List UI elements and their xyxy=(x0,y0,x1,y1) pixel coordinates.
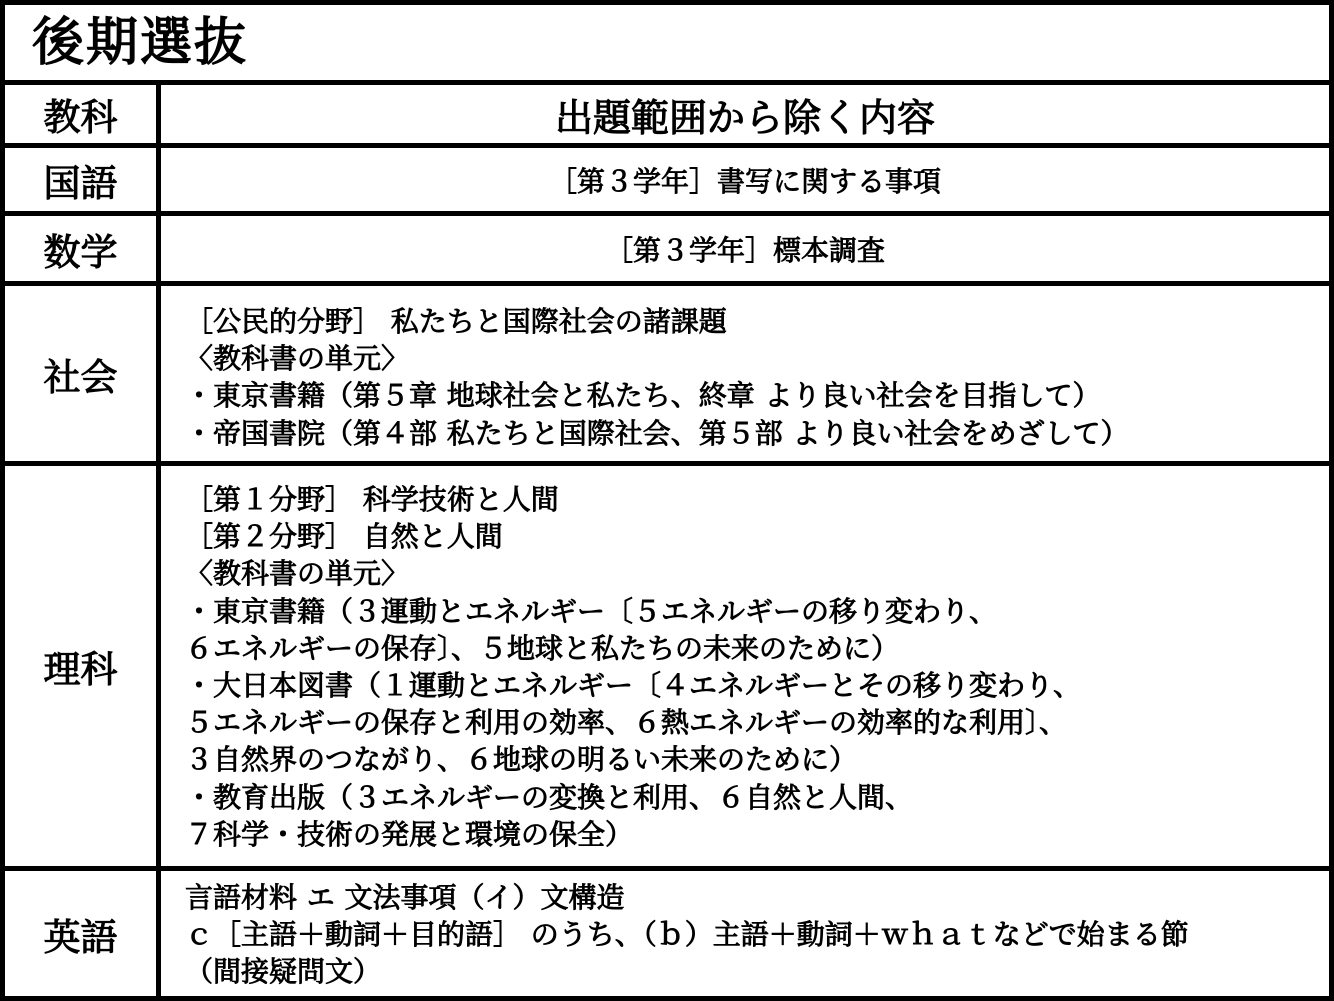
subject-cell-science: 理科 xyxy=(43,648,118,691)
content-line: ｃ［主語＋動詞＋目的語］ のうち、（ｂ）主語＋動詞＋ｗｈａｔなどで始まる節 xyxy=(185,918,1189,952)
content-cell-math: ［第３学年］標本調査 xyxy=(604,233,885,267)
content-line: ・教育出版（３エネルギーの変換と利用、６自然と人間、 xyxy=(185,780,914,814)
content-line: 〈教科書の単元〉 xyxy=(185,557,410,591)
content-line: （間接疑問文） xyxy=(185,955,382,989)
content-column-header: 出題範囲から除く内容 xyxy=(554,95,935,140)
content-line: 言語材料 エ 文法事項（イ）文構造 xyxy=(185,881,625,914)
subject-cell-japanese: 国語 xyxy=(43,161,118,205)
content-cell-social-studies xyxy=(185,303,1325,452)
table-title: 後期選抜 xyxy=(32,13,249,73)
content-line: ・東京書籍（３運動とエネルギー〔５エネルギーの移り変わり、 xyxy=(185,594,998,628)
content-line: ７科学・技術の発展と環境の保全） xyxy=(185,817,634,851)
content-line: ［公民的分野］ 私たちと国際社会の諸課題 xyxy=(185,305,727,338)
content-line: ６エネルギーの保存〕、５地球と私たちの未来のために） xyxy=(185,631,900,665)
content-line: ・東京書籍（第５章 地球社会と私たち、終章 より良い社会を目指して） xyxy=(185,379,1101,413)
content-cell-science xyxy=(185,481,1325,853)
row-divider xyxy=(5,461,1329,466)
content-line: ５エネルギーの保存と利用の効率、６熱エネルギーの効率的な利用〕、 xyxy=(185,706,1068,740)
subject-column-header: 教科 xyxy=(43,96,118,139)
content-cell-japanese: ［第３学年］書写に関する事項 xyxy=(548,164,941,198)
subject-cell-social-studies: 社会 xyxy=(43,355,118,399)
row-divider xyxy=(5,281,1329,286)
content-line: ・帝国書院（第４部 私たちと国際社会、第５部 より良い社会をめざして） xyxy=(185,416,1129,450)
subject-cell-english: 英語 xyxy=(43,915,118,959)
content-line: ・大日本図書（１運動とエネルギー〔４エネルギーとその移り変わり、 xyxy=(185,669,1082,703)
content-line: ［第１分野］ 科学技術と人間 xyxy=(185,483,559,516)
content-cell-english xyxy=(185,879,1325,991)
content-line: ３自然界のつながり、６地球の明るい未来のために） xyxy=(185,743,858,777)
row-divider xyxy=(5,866,1329,871)
content-line: 〈教科書の単元〉 xyxy=(185,342,410,376)
subject-cell-math: 数学 xyxy=(43,230,118,274)
content-line: ［第２分野］ 自然と人間 xyxy=(185,520,503,554)
